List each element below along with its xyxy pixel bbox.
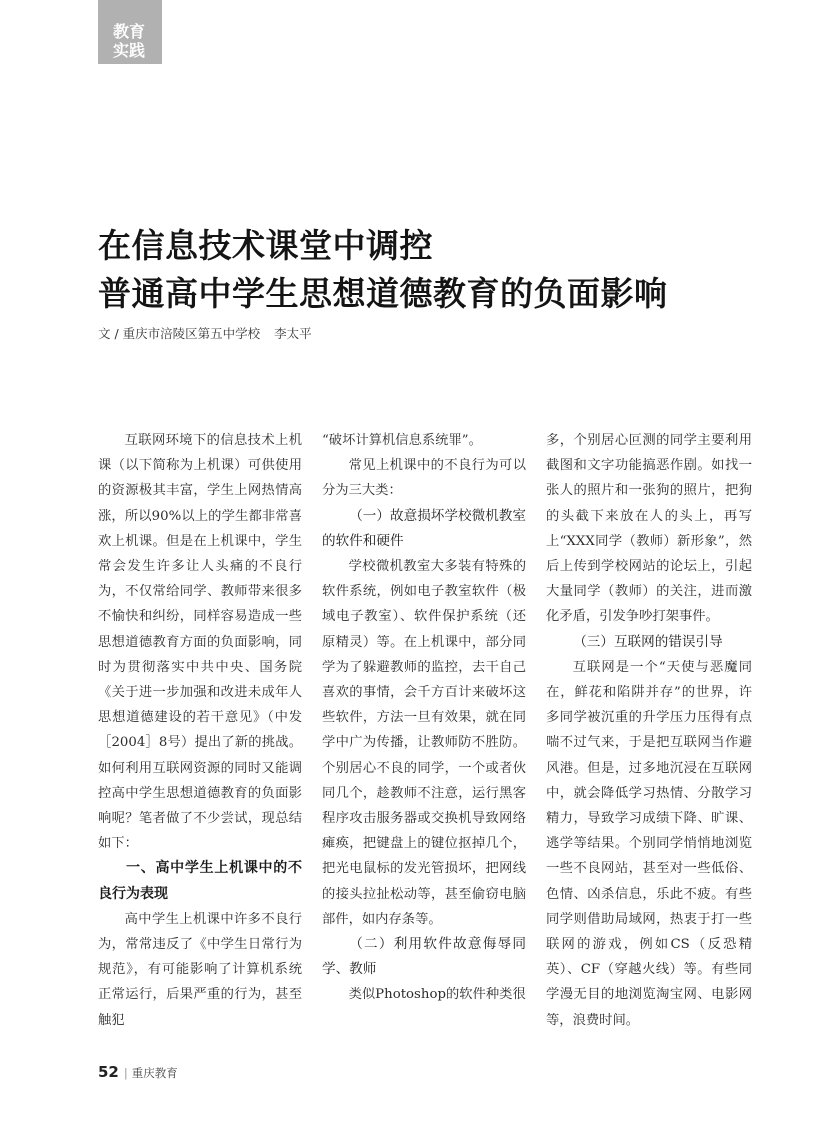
subsection-heading: （三）互联网的错误引导	[573, 633, 723, 650]
paragraph: 高中学生上机课中许多不良行为，常常违反了《中学生日常行为规范》，有可能影响了计算机系统正常运行，后果严重的行为，甚至触犯	[98, 911, 302, 1028]
section-tag-line1: 教育	[113, 22, 146, 41]
section-heading: 一、高中学生上机课中的不良行为表现	[98, 860, 302, 902]
page-number: 52	[98, 1063, 119, 1081]
paragraph: 互联网是一个“天使与恶魔同在，鲜花和陷阱并存”的世界，许多同学被沉重的升学压力压得有点喘不过气来，于是把互联网当作避风港。但是，过多地沉浸在互联网中，就会降低学习热情、分散学习精力，导致学习成绩下降、旷课、逃学等结果。个别同学悄悄地浏览一些不良网站，甚至对一些低俗、色情、凶杀信息，乐此不疲。有些同学则借助局域网，热衷于打一些联网的游戏，例如CS（反恐精英）、CF（穿越火线）等。有些同学漫无目的地浏览淘宝网、电影网等，浪费时间。	[546, 659, 752, 1028]
column-1	[98, 428, 302, 1033]
paragraph-continued: “破坏计算机信息系统罪”。	[322, 433, 482, 448]
byline-affiliation: 文 / 重庆市涪陵区第五中学校	[98, 326, 261, 341]
page-footer	[98, 1063, 178, 1081]
column-2	[322, 428, 526, 1008]
byline-author: 李太平	[274, 326, 312, 341]
footer-separator: |	[123, 1066, 128, 1080]
byline	[98, 324, 312, 342]
article-title	[98, 222, 668, 318]
column-3	[546, 428, 752, 1033]
section-tag	[98, 0, 162, 64]
paragraph: 类似Photoshop的软件种类很	[348, 987, 526, 1003]
subsection-heading: （二）利用软件故意侮辱同学、教师	[322, 936, 526, 978]
paragraph-continued: 多，个别居心叵测的同学主要利用截图和文字功能搞恶作剧。如找一张人的照片和一张狗的照片，把狗的头截下来放在人的头上，再写上“XXX同学（教师）新形象”，然后上传到学校网站的论坛上，引起大量同学（教师）的关注，进而激化矛盾，引发争吵打架事件。	[546, 433, 752, 625]
journal-name: 重庆教育	[131, 1066, 178, 1080]
paragraph: 学校微机教室大多装有特殊的软件系统，例如电子教室软件（极域电子教室）、软件保护系统（还原精灵）等。在上机课中，部分同学为了躲避教师的监控，去干自己喜欢的事情，会千方百计来破坏这些软件，方法一旦有效果，就在同学中广为传播，让教师防不胜防。个别居心不良的同学，一个或者伙同几个，趁教师不注意，运行黑客程序攻击服务器或交换机导致网络瘫痪，把键盘上的键位抠掉几个，把光电鼠标的发光管损坏，把网线的接头拉扯松动等，甚至偷窃电脑部件，如内存条等。	[322, 559, 526, 927]
subsection-heading: （一）故意损坏学校微机教室的软件和硬件	[322, 507, 526, 549]
article-title-line2: 普通高中学生思想道德教育的负面影响	[98, 274, 668, 313]
paragraph: 互联网环境下的信息技术上机课（以下简称为上机课）可供使用的资源极其丰富，学生上网热情高涨，所以90%以上的学生都非常喜欢上机课。但是在上机课中，学生常会发生许多让人头痛的不良行为，不仅常给同学、教师带来很多不愉快和纠纷，同样容易造成一些思想道德教育方面的负面影响，同时为贯彻落实中共中央、国务院《关于进一步加强和改进未成年人思想道德建设的若干意见》（中发［2004］8号）提出了新的挑战。如何利用互联网资源的同时又能调控高中学生思想道德教育的负面影响呢？笔者做了不少尝试，现总结如下：	[98, 433, 302, 852]
article-title-line1: 在信息技术课堂中调控	[98, 226, 433, 265]
section-tag-line2: 实践	[113, 41, 146, 60]
paragraph: 常见上机课中的不良行为可以分为三大类：	[322, 458, 526, 499]
